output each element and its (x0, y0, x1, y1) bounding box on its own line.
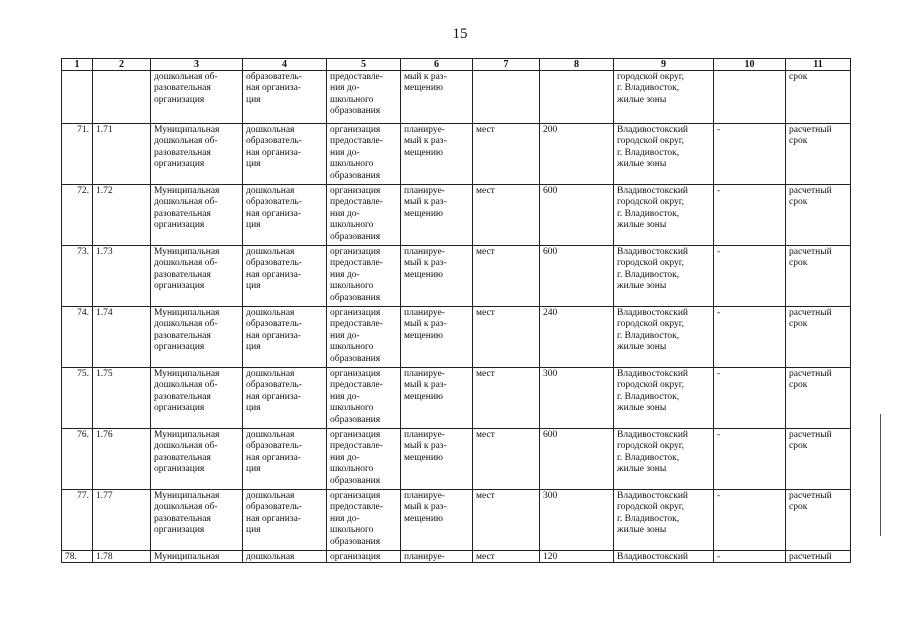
cell-name: Муниципальная (151, 551, 243, 563)
column-number: 3 (151, 59, 243, 71)
cell-type: дошкольная образователь- ная организа- ция (243, 124, 327, 185)
cell-code: 1.74 (93, 307, 151, 368)
cell-term: расчетный (786, 551, 851, 563)
cell-zone: - (714, 490, 786, 551)
page-number: 15 (452, 26, 468, 42)
cell-num: 72. (62, 185, 93, 246)
cell-purpose: организация предоставле- ния до- школьного образования (327, 490, 401, 551)
cell-value: 300 (540, 490, 614, 551)
cell-zone: - (714, 429, 786, 490)
cell-code: 1.78 (93, 551, 151, 563)
cell-status: планируе- мый к раз- мещению (401, 368, 473, 429)
cell-location: Владивостокский (614, 551, 714, 563)
cell-status: планируе- мый к раз- мещению (401, 124, 473, 185)
cell-status: планируе- мый к раз- мещению (401, 185, 473, 246)
column-number: 8 (540, 59, 614, 71)
cell-term: срок (786, 71, 851, 124)
table-row (62, 307, 851, 368)
cell-status: планируе- мый к раз- мещению (401, 429, 473, 490)
cell-code: 1.71 (93, 124, 151, 185)
cell-location: Владивостокский городской округ, г. Владивосток, жилые зоны (614, 429, 714, 490)
cell-unit: мест (473, 246, 540, 307)
column-number: 7 (473, 59, 540, 71)
table-row (62, 124, 851, 185)
cell-code: 1.73 (93, 246, 151, 307)
cell-name: Муниципальная дошкольная об- разовательная организация (151, 124, 243, 185)
cell-purpose: организация (327, 551, 401, 563)
cell-name: Муниципальная дошкольная об- разовательная организация (151, 368, 243, 429)
cell-num: 74. (62, 307, 93, 368)
cell-purpose: организация предоставле- ния до- школьного образования (327, 429, 401, 490)
cell-value: 120 (540, 551, 614, 563)
cell-name: дошкольная об- разовательная организация (151, 71, 243, 124)
cell-code: 1.72 (93, 185, 151, 246)
column-number: 4 (243, 59, 327, 71)
cell-location: Владивостокский городской округ, г. Владивосток, жилые зоны (614, 246, 714, 307)
continuation-row (62, 71, 851, 124)
cell-purpose: организация предоставле- ния до- школьного образования (327, 307, 401, 368)
cell-purpose: организация предоставле- ния до- школьного образования (327, 246, 401, 307)
cell-status: мый к раз- мещению (401, 71, 473, 124)
cell-type: образователь- ная организа- ция (243, 71, 327, 124)
cell-unit: мест (473, 490, 540, 551)
table-row (62, 551, 851, 563)
cell-zone (714, 71, 786, 124)
cell-type: дошкольная образователь- ная организа- ция (243, 368, 327, 429)
cell-location: Владивостокский городской округ, г. Владивосток, жилые зоны (614, 185, 714, 246)
cell-zone: - (714, 185, 786, 246)
cell-code: 1.76 (93, 429, 151, 490)
cell-name: Муниципальная дошкольная об- разовательная организация (151, 307, 243, 368)
cell-type: дошкольная образователь- ная организа- ция (243, 429, 327, 490)
cell-type: дошкольная образователь- ная организа- ция (243, 185, 327, 246)
cell-name: Муниципальная дошкольная об- разовательная организация (151, 185, 243, 246)
cell-num: 76. (62, 429, 93, 490)
cell-term: расчетный срок (786, 368, 851, 429)
cell-zone: - (714, 124, 786, 185)
cell-status: планируе- мый к раз- мещению (401, 307, 473, 368)
column-number: 5 (327, 59, 401, 71)
cell-term: расчетный срок (786, 429, 851, 490)
cell-num: 73. (62, 246, 93, 307)
cell-type: дошкольная (243, 551, 327, 563)
column-number: 2 (93, 59, 151, 71)
cell-value: 200 (540, 124, 614, 185)
column-number-row (62, 59, 851, 71)
cell-value (540, 71, 614, 124)
cell-status: планируе- мый к раз- мещению (401, 490, 473, 551)
cell-num: 77. (62, 490, 93, 551)
cell-code: 1.77 (93, 490, 151, 551)
cell-term: расчетный срок (786, 246, 851, 307)
cell-location: Владивостокский городской округ, г. Владивосток, жилые зоны (614, 307, 714, 368)
cell-unit: мест (473, 307, 540, 368)
cell-type: дошкольная образователь- ная организа- ция (243, 307, 327, 368)
cell-status: планируе- мый к раз- мещению (401, 246, 473, 307)
table-row (62, 185, 851, 246)
cell-unit: мест (473, 429, 540, 490)
cell-location: городской округ, г. Владивосток, жилые зоны (614, 71, 714, 124)
cell-num (62, 71, 93, 124)
cell-purpose: организация предоставле- ния до- школьного образования (327, 124, 401, 185)
cell-status: планируе- (401, 551, 473, 563)
table-row (62, 490, 851, 551)
cell-zone: - (714, 368, 786, 429)
cell-purpose: предоставле- ния до- школьного образования (327, 71, 401, 124)
column-number: 6 (401, 59, 473, 71)
cell-value: 240 (540, 307, 614, 368)
cell-location: Владивостокский городской округ, г. Владивосток, жилые зоны (614, 124, 714, 185)
cell-num: 78. (62, 551, 93, 563)
cell-unit: мест (473, 551, 540, 563)
column-number: 9 (614, 59, 714, 71)
cell-type: дошкольная образователь- ная организа- ция (243, 490, 327, 551)
cell-value: 600 (540, 429, 614, 490)
table-row (62, 429, 851, 490)
column-number: 1 (62, 59, 93, 71)
cell-unit: мест (473, 185, 540, 246)
cell-term: расчетный срок (786, 124, 851, 185)
page-edge-mark (880, 414, 881, 536)
cell-unit: мест (473, 368, 540, 429)
cell-term: расчетный срок (786, 490, 851, 551)
cell-purpose: организация предоставле- ния до- школьного образования (327, 185, 401, 246)
cell-zone: - (714, 246, 786, 307)
cell-value: 600 (540, 246, 614, 307)
cell-purpose: организация предоставле- ния до- школьного образования (327, 368, 401, 429)
cell-location: Владивостокский городской округ, г. Владивосток, жилые зоны (614, 368, 714, 429)
cell-unit: мест (473, 124, 540, 185)
cell-name: Муниципальная дошкольная об- разовательная организация (151, 429, 243, 490)
column-number: 10 (714, 59, 786, 71)
table-row (62, 368, 851, 429)
cell-type: дошкольная образователь- ная организа- ция (243, 246, 327, 307)
column-number: 11 (786, 59, 851, 71)
cell-num: 75. (62, 368, 93, 429)
cell-value: 600 (540, 185, 614, 246)
cell-name: Муниципальная дошкольная об- разовательная организация (151, 490, 243, 551)
cell-code (93, 71, 151, 124)
cell-term: расчетный срок (786, 185, 851, 246)
table-row (62, 246, 851, 307)
cell-num: 71. (62, 124, 93, 185)
cell-zone: - (714, 551, 786, 563)
cell-name: Муниципальная дошкольная об- разовательная организация (151, 246, 243, 307)
cell-unit (473, 71, 540, 124)
cell-code: 1.75 (93, 368, 151, 429)
cell-zone: - (714, 307, 786, 368)
cell-term: расчетный срок (786, 307, 851, 368)
objects-table (61, 58, 851, 563)
cell-value: 300 (540, 368, 614, 429)
cell-location: Владивостокский городской округ, г. Владивосток, жилые зоны (614, 490, 714, 551)
